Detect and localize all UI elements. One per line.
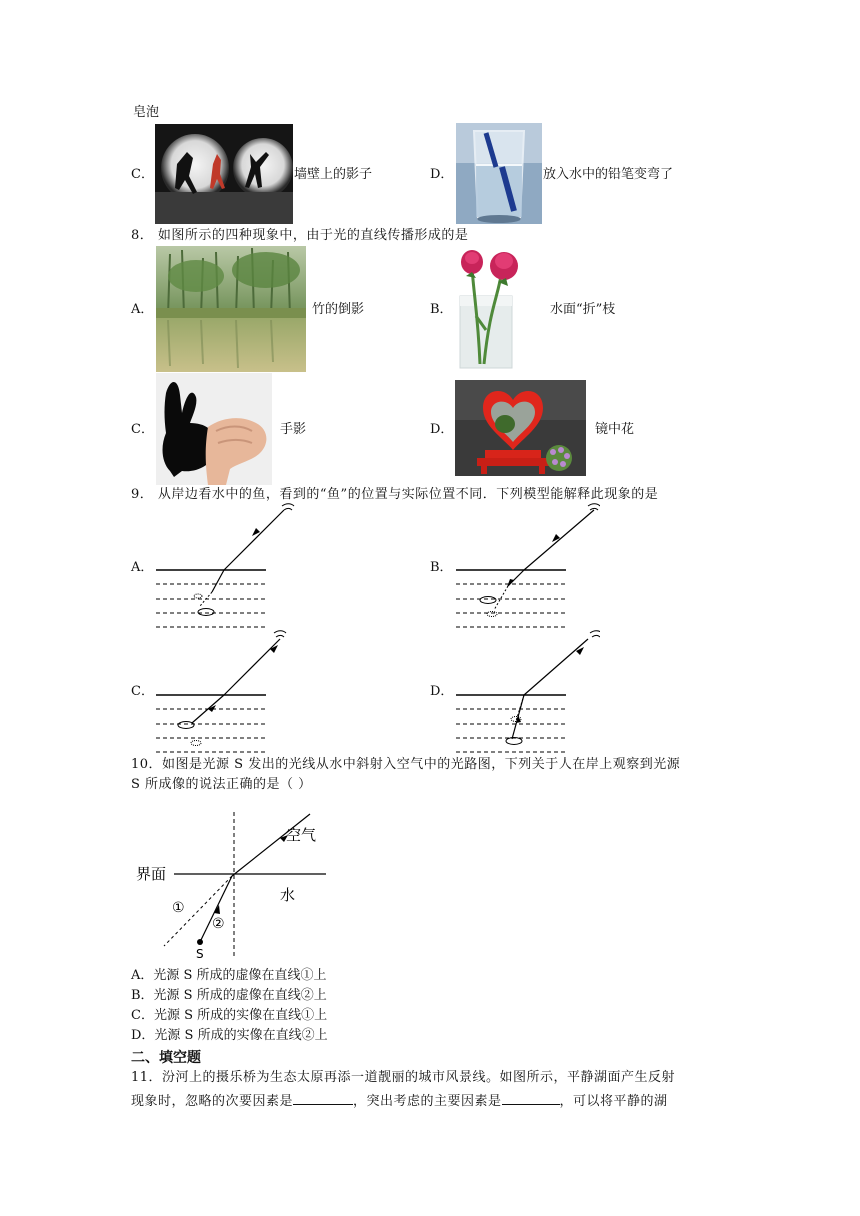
question-fragment: 皂泡	[133, 105, 160, 120]
question-9-stem: 9． 从岸边看水中的鱼，看到的“鱼”的位置与实际位置不同．下列模型能解释此现象的是	[131, 487, 659, 502]
option-d: D．光源 S 所成的实像在直线②上	[131, 1028, 328, 1043]
option-letter: B．	[430, 560, 453, 575]
question-10-stem-line1: 10．如图是光源 S 发出的光线从水中斜射入空气中的光路图，下列关于人在岸上观察到光源	[131, 757, 681, 772]
question-11-text-b: ，突出考虑的主要因素是	[353, 1094, 502, 1109]
option-caption: 水面“折”枝	[550, 302, 616, 317]
option-caption: 放入水中的铅笔变弯了	[543, 167, 674, 182]
eye-fish-diagram-a	[150, 502, 300, 630]
option-caption: 竹的倒影	[312, 302, 365, 317]
option-caption: 墙壁上的影子	[294, 167, 373, 182]
pencil-in-water-glass-image	[456, 123, 542, 224]
question-11-text-a: 现象时，忽略的次要因素是	[131, 1094, 294, 1109]
option-letter: B．	[430, 302, 453, 317]
option-letter: C．	[131, 167, 154, 182]
question-8-stem: 8． 如图所示的四种现象中，由于光的直线传播形成的是	[131, 228, 469, 243]
rabbit-hand-shadow-image	[156, 373, 272, 485]
option-letter: C．	[131, 422, 154, 437]
option-c: C．光源 S 所成的实像在直线①上	[131, 1008, 328, 1023]
option-letter: C．	[131, 684, 154, 699]
question-11-line1: 11．汾河上的摄乐桥为生态太原再添一道靓丽的城市风景线。如图所示，平静湖面产生反射	[131, 1070, 676, 1085]
label-air: 空气	[286, 826, 317, 844]
eye-fish-diagram-d	[450, 627, 600, 755]
label-line-1: ①	[172, 900, 185, 916]
answer-blank-1[interactable]	[293, 1091, 353, 1105]
wall-shadow-dancers-image	[155, 124, 293, 224]
heart-mirror-flower-image	[455, 380, 586, 476]
label-water: 水	[280, 886, 296, 904]
eye-fish-diagram-c	[150, 627, 300, 755]
option-letter: A．	[131, 560, 154, 575]
eye-fish-diagram-b	[450, 502, 600, 630]
option-letter: A．	[131, 302, 154, 317]
option-b: B．光源 S 所成的虚像在直线②上	[131, 988, 327, 1003]
roses-in-vase-image	[454, 246, 544, 370]
option-caption: 手影	[280, 422, 307, 437]
answer-blank-2[interactable]	[502, 1091, 560, 1105]
option-letter: D．	[430, 684, 454, 699]
bamboo-reflection-image	[156, 246, 306, 372]
label-source: S	[196, 947, 204, 960]
refraction-diagram	[130, 808, 340, 960]
option-letter: D．	[430, 422, 454, 437]
option-caption: 镜中花	[595, 422, 635, 437]
question-10-stem-line2: S 所成像的说法正确的是（ ）	[131, 777, 312, 792]
option-letter: D．	[430, 167, 454, 182]
section-title: 二、填空题	[131, 1050, 201, 1066]
label-interface: 界面	[136, 865, 167, 883]
label-line-2: ②	[212, 916, 225, 932]
question-11-text-c: ，可以将平静的湖	[559, 1094, 668, 1109]
option-a: A．光源 S 所成的虚像在直线①上	[131, 968, 327, 983]
question-11-line2	[131, 1091, 668, 1110]
